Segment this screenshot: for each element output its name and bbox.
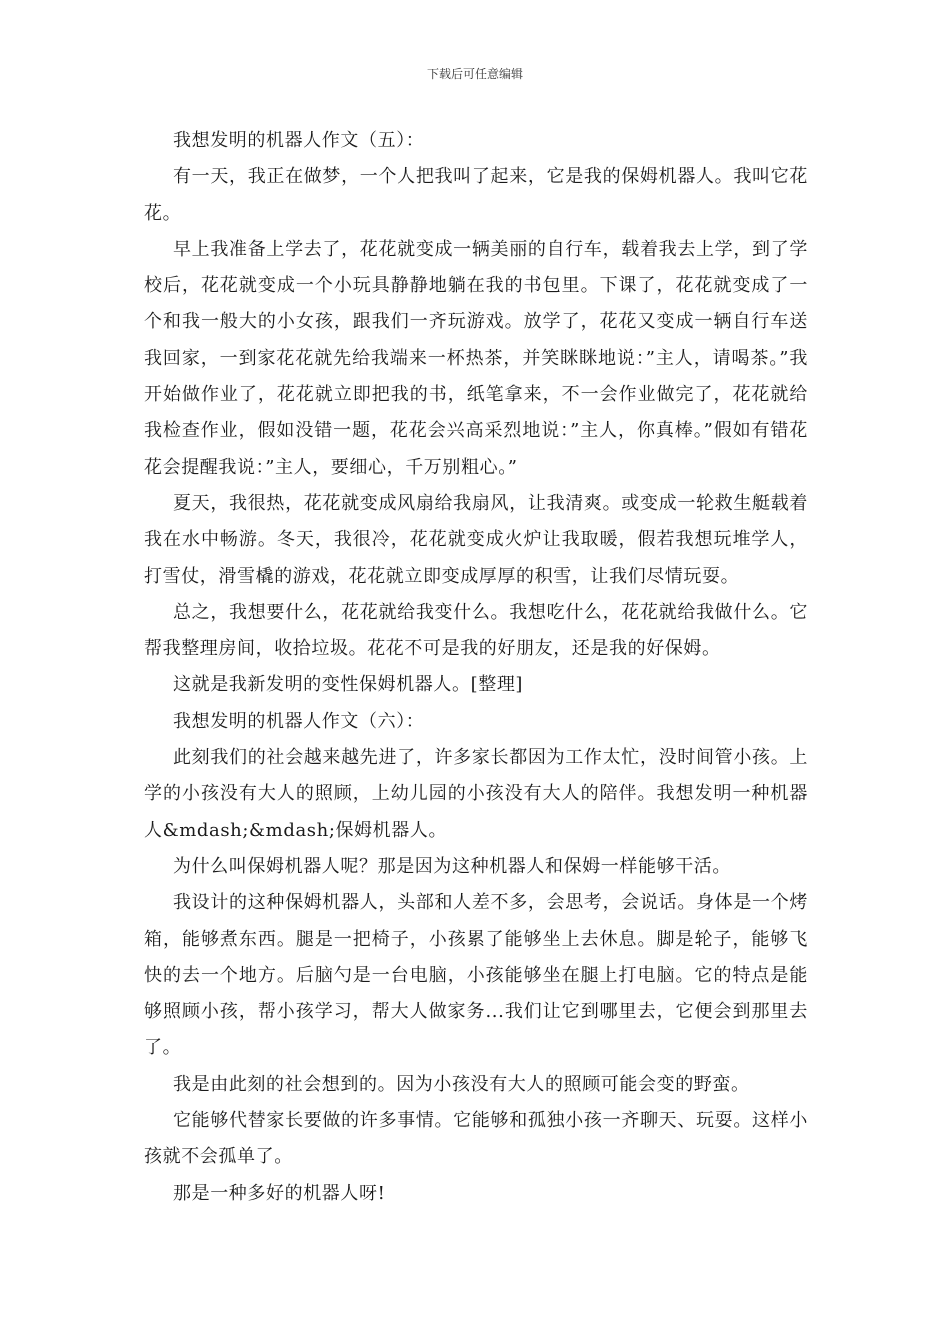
paragraph: 为什么叫保姆机器人呢？那是因为这种机器人和保姆一样能够干活。 xyxy=(173,855,731,877)
heading-essay-six: 我想发明的机器人作文（六）： xyxy=(173,710,425,732)
paragraph: 我设计的这种保姆机器人，头部和人差不多，会思考，会说话。身体是一个烤箱，能够煮东西。腿是一把椅子，小孩累了能够坐上去休息。脚是轮子，能够飞快的去一个地方。后脑勺是一台电脑，小孩能够坐在腿上打电脑。它的特点是能够照顾小孩，帮小孩学习，帮大人做家务...我们让它到哪里去，它便会到那里去了。 xyxy=(144,892,808,1059)
heading-essay-five: 我想发明的机器人作文（五）： xyxy=(173,130,425,151)
paragraph: 它能够代替家长要做的许多事情。它能够和孤独小孩一齐聊天、玩耍。这样小孩就不会孤单了。 xyxy=(144,1110,808,1168)
paragraph: 那是一种多好的机器人呀! xyxy=(173,1182,386,1204)
paragraph: 有一天，我正在做梦，一个人把我叫了起来，它是我的保姆机器人。我叫它花花。 xyxy=(144,166,808,224)
paragraph: 这就是我新发明的变性保姆机器人。[整理] xyxy=(173,674,524,696)
document-body xyxy=(144,123,808,1212)
page-header: 下载后可任意编辑 xyxy=(426,67,523,81)
paragraph: 总之，我想要什么，花花就给我变什么。我想吃什么，花花就给我做什么。它帮我整理房间，收拾垃圾。花花不可是我的好朋友，还是我的好保姆。 xyxy=(144,601,808,660)
paragraph: 此刻我们的社会越来越先进了，许多家长都因为工作太忙，没时间管小孩。上学的小孩没有大人的照顾，上幼儿园的小孩没有大人的陪伴。我想发明一种机器人&mdash;&mdash;保姆机器人。 xyxy=(144,747,808,841)
paragraph: 早上我准备上学去了，花花就变成一辆美丽的自行车，载着我去上学，到了学校后，花花就变成一个小玩具静静地躺在我的书包里。下课了，花花就变成了一个和我一般大的小女孩，跟我们一齐玩游戏。放学了，花花又变成一辆自行车送我回家，一到家花花就先给我端来一杯热茶，并笑眯眯地说：”主人，请喝茶。”我开始做作业了，花花就立即把我的书，纸笔拿来，不一会作业做完了，花花就给我检查作业，假如没错一题，花花会兴高采烈地说：”主人，你真棒。”假如有错花花会提醒我说：”主人，要细心，千万别粗心。” xyxy=(144,238,808,478)
paragraph: 我是由此刻的社会想到的。因为小孩没有大人的照顾可能会变的野蛮。 xyxy=(173,1073,750,1095)
paragraph: 夏天，我很热，花花就变成风扇给我扇风，让我清爽。或变成一轮救生艇载着我在水中畅游。冬天，我很冷，花花就变成火炉让我取暖，假若我想玩堆学人，打雪仗，滑雪橇的游戏，花花就立即变成厚厚的积雪，让我们尽情玩耍。 xyxy=(144,492,808,587)
